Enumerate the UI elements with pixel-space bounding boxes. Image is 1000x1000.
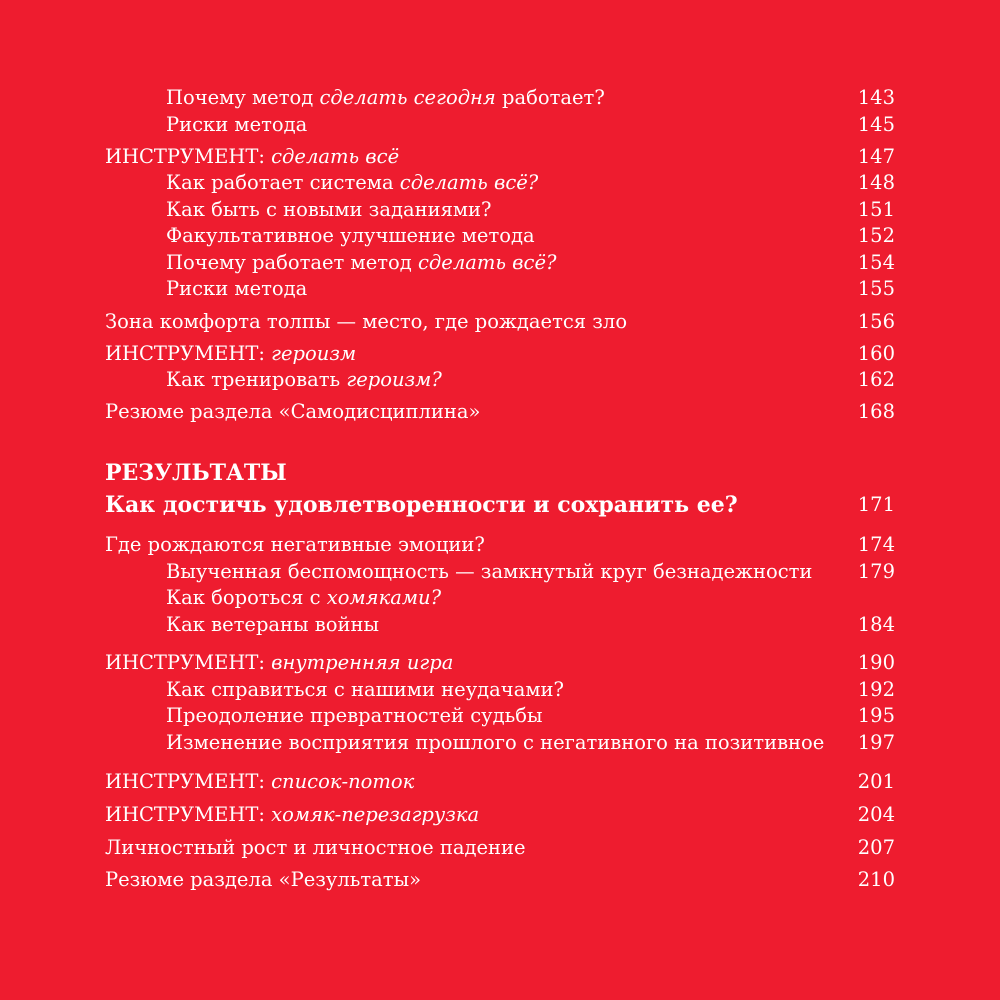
toc-entry-page-number: 171 <box>857 493 895 516</box>
toc-entry-title <box>105 340 356 368</box>
toc-entry-title-text: Преодоление превратностей судьбы <box>166 704 543 727</box>
toc-entry-page-number: 174 <box>857 533 895 556</box>
toc-entry-page-number: 152 <box>857 224 895 247</box>
toc-entry-page-number: 162 <box>857 368 895 391</box>
toc-entry-title-text: Как бороться с <box>166 586 327 609</box>
toc-entry-title <box>105 489 738 521</box>
toc-entry-title-italic: героизм? <box>346 368 442 391</box>
toc-entry-title <box>166 366 442 394</box>
toc-entry-title-text: ИНСТРУМЕНТ: <box>105 342 272 365</box>
toc-entry <box>166 84 895 112</box>
toc-entry-title <box>166 611 379 639</box>
toc-entry <box>105 143 895 171</box>
toc-entry-title-text: Риски метода <box>166 113 308 136</box>
toc-entry-title-text: ИНСТРУМЕНТ: <box>105 770 272 793</box>
toc-entry-page-number: 197 <box>857 731 895 754</box>
toc-entry-title <box>105 398 480 426</box>
toc-entry-title-text: Резюме раздела «Самодисциплина» <box>105 400 481 423</box>
toc-entry <box>105 649 895 677</box>
toc-entry-title <box>105 768 414 796</box>
toc-entry <box>166 249 895 277</box>
toc-entry <box>166 584 895 612</box>
toc-entry <box>166 275 895 303</box>
toc-entry-title-text: Зона комфорта толпы — место, где рождается зло <box>105 310 628 333</box>
toc-entry-title <box>105 143 399 171</box>
toc-entry <box>166 196 895 224</box>
toc-entry-title <box>166 222 535 250</box>
toc-entry <box>166 169 895 197</box>
toc-entry-title <box>166 84 605 112</box>
toc-entry-title <box>166 111 307 139</box>
toc-entry-page-number: 204 <box>857 803 895 826</box>
toc-entry <box>166 558 895 586</box>
toc-entry-title <box>105 457 287 489</box>
toc-entry-title-text: Как тренировать <box>166 368 347 391</box>
toc-entry-page-number: 145 <box>857 113 895 136</box>
toc-entry <box>166 729 895 757</box>
toc-entry-title-text: Почему метод <box>166 86 320 109</box>
toc-entry-page-number: 195 <box>857 704 895 727</box>
toc-entry-page-number: 190 <box>857 651 895 674</box>
toc-entry-title-italic: список-поток <box>271 770 415 793</box>
toc-entry-title-text: Риски метода <box>166 277 308 300</box>
toc-entry-title-text: Резюме раздела «Результаты» <box>105 868 422 891</box>
toc-entry-title-text: Как работает система <box>166 171 400 194</box>
toc-entry-title <box>166 249 556 277</box>
toc-entry-title <box>166 196 492 224</box>
toc-entry-page-number: 179 <box>857 560 895 583</box>
toc-entry-title-text: Как справиться с нашими неудачами? <box>166 678 564 701</box>
toc-entry-page-number: 156 <box>857 310 895 333</box>
toc-entry <box>105 308 895 336</box>
toc-entry-page-number: 151 <box>857 198 895 221</box>
toc-entry-title <box>105 649 453 677</box>
toc-entry-title-italic: сделать сегодня <box>319 86 496 109</box>
section-heading <box>105 489 895 521</box>
toc-entry-page-number: 168 <box>857 400 895 423</box>
toc-entry-title-italic: сделать всё? <box>418 251 557 274</box>
toc-entry-page-number: 192 <box>857 678 895 701</box>
toc-entry-title <box>166 275 307 303</box>
toc-entry-page-number: 154 <box>857 251 895 274</box>
toc-entry-title <box>105 308 627 336</box>
toc-entry <box>166 111 895 139</box>
toc-entry-title-text: Как достичь удовлетворенности и сохранить ее? <box>105 492 738 518</box>
toc-entry-title-italic: хомяками? <box>326 586 442 609</box>
toc-entry-title-italic: сделать всё? <box>399 171 539 194</box>
toc-entry-title-text: Как ветераны войны <box>166 613 380 636</box>
toc-entry-page-number: 160 <box>857 342 895 365</box>
toc-entry-title-text: Почему работает метод <box>166 251 418 274</box>
toc-entry <box>105 768 895 796</box>
toc-entry-page-number: 210 <box>857 868 895 891</box>
toc-entry-title <box>105 834 526 862</box>
toc-entry-title <box>166 584 441 612</box>
toc-entry-page-number: 207 <box>857 836 895 859</box>
toc-entry-title-text: Личностный рост и личностное падение <box>105 836 526 859</box>
toc-entry-page-number: 143 <box>857 86 895 109</box>
toc-entry-title-text: Выученная беспомощность — замкнутый круг безнадежности <box>166 560 813 583</box>
toc-entry-title <box>166 676 564 704</box>
toc-entry-title-text: ИНСТРУМЕНТ: <box>105 803 272 826</box>
toc-entry-title-italic: сделать всё <box>271 145 400 168</box>
toc-entry-title <box>105 866 421 894</box>
toc-entry-page-number: 184 <box>857 613 895 636</box>
toc-entry-title-text: Факультативное улучшение метода <box>166 224 535 247</box>
toc-entry-title-text: Где рождаются негативные эмоции? <box>105 533 485 556</box>
toc-entry-title-text: ИНСТРУМЕНТ: <box>105 145 272 168</box>
toc-entry <box>166 222 895 250</box>
toc-entry-title-italic: героизм <box>271 342 357 365</box>
toc-entry-title-text: ИНСТРУМЕНТ: <box>105 651 272 674</box>
toc-entry-title-text: Как быть с новыми заданиями? <box>166 198 492 221</box>
toc-entry <box>166 366 895 394</box>
toc-entry <box>166 611 895 639</box>
toc-entry-title <box>166 729 824 757</box>
toc-entry-title <box>166 702 543 730</box>
toc-entry <box>105 398 895 426</box>
toc-entry <box>105 801 895 829</box>
toc-entry <box>105 340 895 368</box>
toc-entry <box>105 866 895 894</box>
toc-entry <box>105 834 895 862</box>
toc-entry-page-number: 147 <box>857 145 895 168</box>
toc-entry-page-number: 155 <box>857 277 895 300</box>
toc-entry <box>166 676 895 704</box>
toc-entry-title-text: РЕЗУЛЬТАТЫ <box>105 460 287 486</box>
toc-entry-title <box>166 558 812 586</box>
toc-entry-title <box>105 801 479 829</box>
toc-entry <box>105 531 895 559</box>
toc-entry-title-italic: хомяк-перезагрузка <box>271 803 480 826</box>
toc-entry-page-number: 148 <box>857 171 895 194</box>
toc-entry-title-italic: внутренняя игра <box>271 651 454 674</box>
toc-entry-title <box>166 169 538 197</box>
toc-entry-title <box>105 531 485 559</box>
toc-entry-title-text: работает? <box>495 86 605 109</box>
toc-entry-page-number: 201 <box>857 770 895 793</box>
toc-entry <box>166 702 895 730</box>
section-heading <box>105 457 895 489</box>
toc-entry-title-text: Изменение восприятия прошлого с негативного на позитивное <box>166 731 825 754</box>
